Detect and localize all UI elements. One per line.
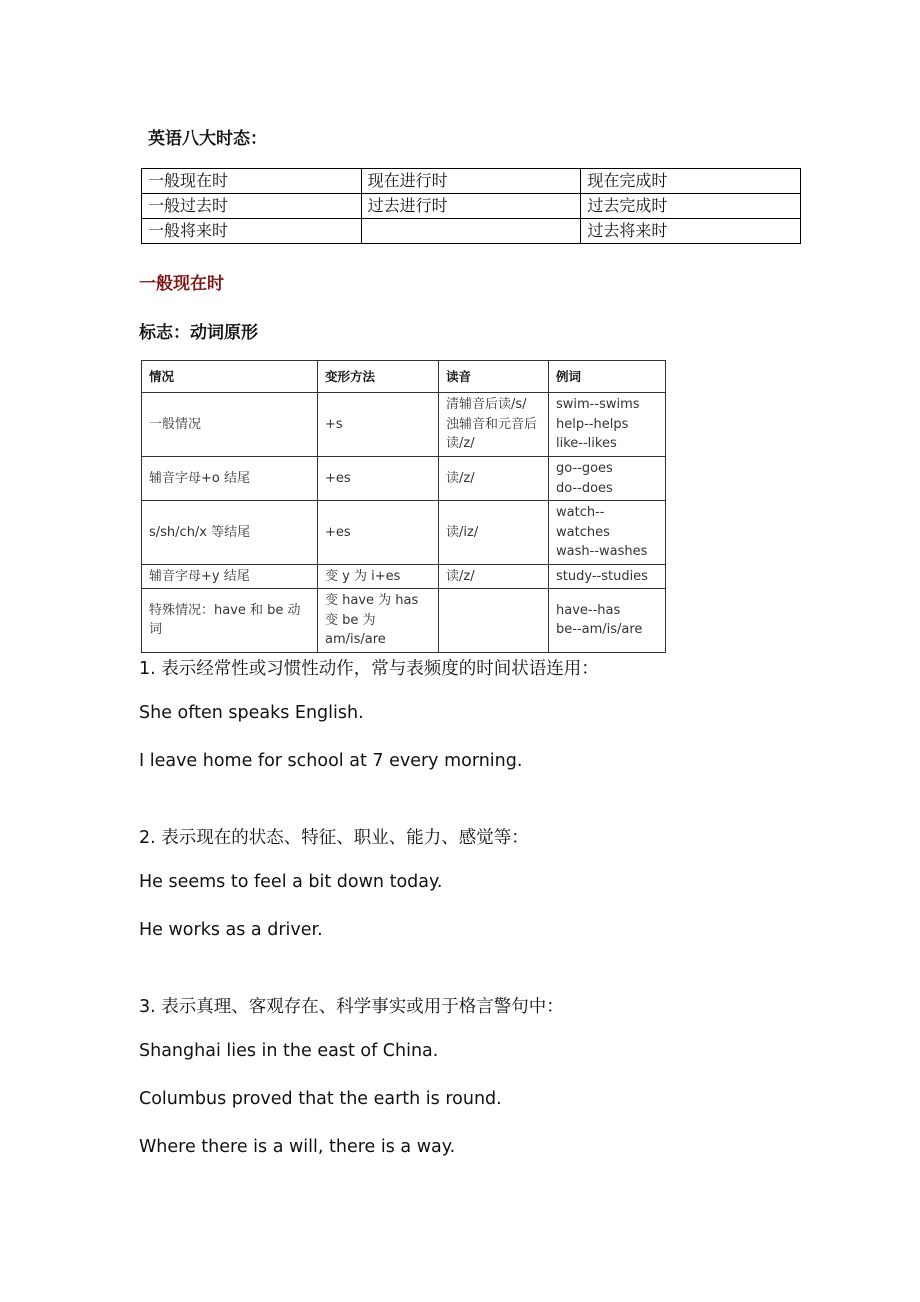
table-row [142,589,666,653]
example-cell [549,393,666,457]
table-cell: 一般现在时 [142,169,362,194]
method-cell-line: 变 y 为 i+es [325,568,401,584]
marker-label: 标志：动词原形 [139,323,258,343]
example-sentence: Columbus proved that the earth is round. [139,1089,502,1109]
example-cell-line: help--helps [556,416,629,432]
example-cell [549,589,666,653]
example-cell-line: swim--swims [556,397,640,413]
usage-title: 2. 表示现在的状态、特征、职业、能力、感觉等： [139,828,529,848]
pronunciation-cell-line: 读/iz/ [446,524,479,540]
table-cell: 现在完成时 [581,169,801,194]
table-cell: 现在进行时 [361,169,581,194]
example-cell-line: have--has [556,602,621,618]
method-cell [318,564,439,589]
column-header: 例词 [549,361,666,393]
example-cell [549,501,666,565]
case-cell: 一般情况 [142,393,318,457]
table-row [142,393,666,457]
pronunciation-cell-line: 清辅音后读/s/ [446,397,527,413]
pronunciation-cell [439,501,549,565]
example-cell-line: watch--watches [556,505,610,540]
table-cell: 过去进行时 [361,194,581,219]
example-cell-line: be--am/is/are [556,622,643,638]
pronunciation-cell [439,457,549,501]
method-cell [318,393,439,457]
page-heading: 英语八大时态： [148,129,267,149]
pronunciation-cell-line: 读/z/ [446,568,475,584]
usage-title: 1. 表示经常性或习惯性动作，常与表频度的时间状语连用： [139,659,599,679]
example-sentence: She often speaks English. [139,703,364,723]
example-sentence: Shanghai lies in the east of China. [139,1041,439,1061]
table-header-row [142,361,666,393]
usage-title: 3. 表示真理、客观存在、科学事实或用于格言警句中： [139,997,564,1017]
example-cell-line: go--goes [556,461,613,476]
example-sentence: He works as a driver. [139,920,323,940]
section-title: 一般现在时 [139,274,224,294]
tenses-table [141,168,801,244]
case-cell: 辅音字母+y 结尾 [142,564,318,589]
method-cell-line: 变 be 为 am/is/are [325,612,386,647]
method-cell-line: +es [325,470,351,486]
column-header: 情况 [142,361,318,393]
method-cell-line: +es [325,524,351,540]
table-cell: 过去将来时 [581,219,801,244]
example-sentence: Where there is a will, there is a way. [139,1137,456,1157]
example-cell [549,564,666,589]
case-cell: 特殊情况：have 和 be 动词 [142,589,318,653]
table-row [142,564,666,589]
case-cell: s/sh/ch/x 等结尾 [142,501,318,565]
example-cell-line: like--likes [556,436,617,452]
pronunciation-cell-line: 浊辅音和元音后 [446,416,538,432]
method-cell-line: +s [325,416,343,432]
example-cell-line: do--does [556,480,613,496]
example-cell [549,457,666,501]
pronunciation-cell [439,564,549,589]
example-sentence: I leave home for school at 7 every morning. [139,751,523,771]
method-cell [318,457,439,501]
table-cell: 一般将来时 [142,219,362,244]
table-row [142,219,801,244]
column-header: 读音 [439,361,549,393]
pronunciation-cell-line: 读/z/ [446,470,475,486]
column-header: 变形方法 [318,361,439,393]
table-row [142,194,801,219]
method-cell [318,589,439,653]
example-cell-line: study--studies [556,568,648,584]
method-cell [318,501,439,565]
table-row [142,169,801,194]
example-cell-line: wash--washes [556,544,648,559]
table-cell [361,219,581,244]
table-row [142,501,666,565]
example-sentence: He seems to feel a bit down today. [139,872,443,892]
conjugation-rules-table [141,360,666,653]
table-cell: 一般过去时 [142,194,362,219]
table-cell: 过去完成时 [581,194,801,219]
pronunciation-cell [439,589,549,653]
method-cell-line: 变 have 为 has [325,593,419,608]
table-row [142,457,666,501]
pronunciation-cell-line: 读/z/ [446,436,475,452]
pronunciation-cell [439,393,549,457]
case-cell: 辅音字母+o 结尾 [142,457,318,501]
